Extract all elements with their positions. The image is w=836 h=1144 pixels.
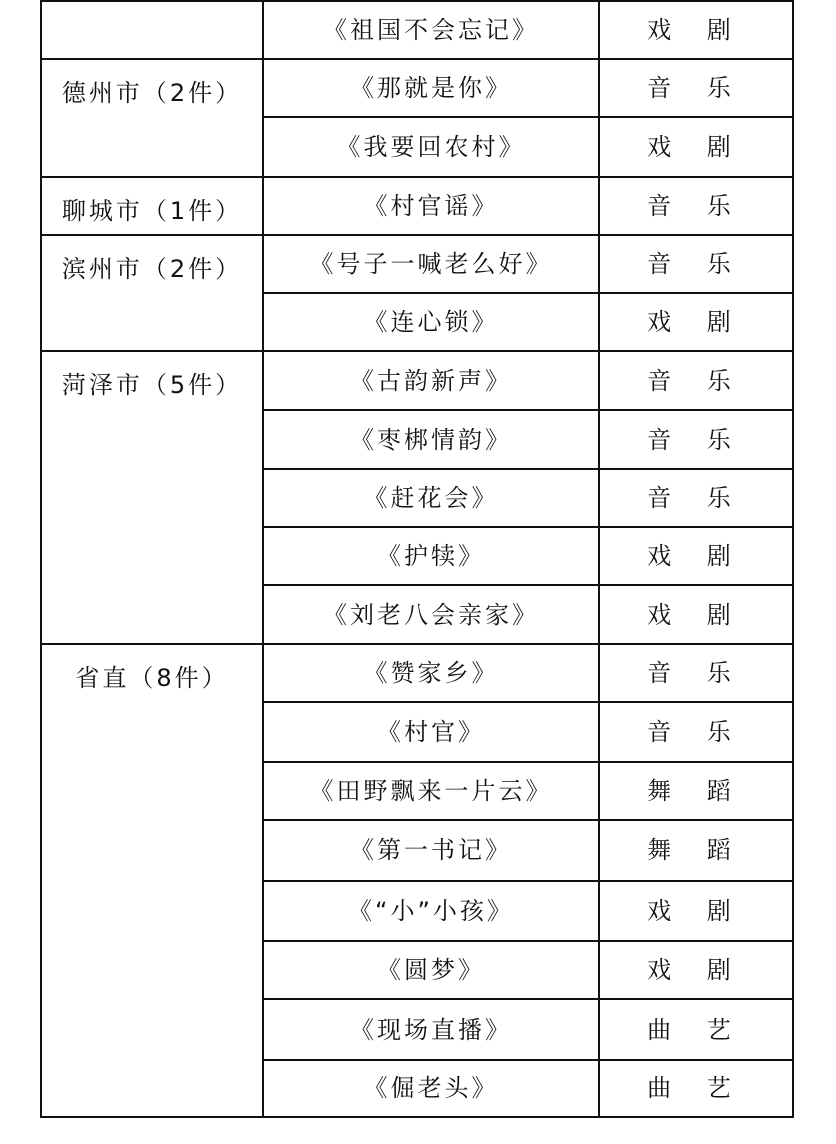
work-title-cell: 《赶花会》 xyxy=(263,469,599,527)
work-type-cell: 音 乐 xyxy=(599,644,793,702)
work-type-cell: 戏 剧 xyxy=(599,1,793,59)
work-title-cell: 《倔老头》 xyxy=(263,1060,599,1117)
work-type-cell: 舞 蹈 xyxy=(599,762,793,820)
work-type-cell: 戏 剧 xyxy=(599,117,793,176)
work-title-cell: 《护犊》 xyxy=(263,527,599,585)
work-type-cell: 音 乐 xyxy=(599,177,793,235)
table-row xyxy=(41,1,793,59)
work-type-cell: 音 乐 xyxy=(599,351,793,410)
city-cell xyxy=(41,1,263,59)
work-title-cell: 《古韵新声》 xyxy=(263,351,599,410)
work-type-cell: 音 乐 xyxy=(599,410,793,468)
work-type-cell: 曲 艺 xyxy=(599,1060,793,1117)
city-cell: 德州市（2件） xyxy=(41,59,263,176)
work-title-cell: 《村官》 xyxy=(263,702,599,761)
work-title-cell: 《我要回农村》 xyxy=(263,117,599,176)
city-cell: 滨州市（2件） xyxy=(41,235,263,351)
city-cell: 菏泽市（5件） xyxy=(41,351,263,644)
work-type-cell: 戏 剧 xyxy=(599,585,793,644)
work-type-cell: 音 乐 xyxy=(599,59,793,117)
work-title-cell: 《村官谣》 xyxy=(263,177,599,235)
work-title-cell: 《那就是你》 xyxy=(263,59,599,117)
work-title-cell: 《枣梆情韵》 xyxy=(263,410,599,468)
work-title-cell: 《刘老八会亲家》 xyxy=(263,585,599,644)
work-type-cell: 戏 剧 xyxy=(599,881,793,941)
table-row xyxy=(41,59,793,117)
work-title-cell: 《祖国不会忘记》 xyxy=(263,1,599,59)
work-type-cell: 曲 艺 xyxy=(599,999,793,1059)
work-type-cell: 音 乐 xyxy=(599,702,793,761)
table-row xyxy=(41,644,793,702)
work-type-cell: 戏 剧 xyxy=(599,941,793,999)
work-type-cell: 戏 剧 xyxy=(599,293,793,351)
work-title-cell: 《第一书记》 xyxy=(263,820,599,881)
work-title-cell: 《连心锁》 xyxy=(263,293,599,351)
table-row xyxy=(41,351,793,410)
works-table-body xyxy=(41,1,793,1117)
work-type-cell: 舞 蹈 xyxy=(599,820,793,881)
work-title-cell: 《现场直播》 xyxy=(263,999,599,1059)
works-table xyxy=(40,0,794,1118)
work-title-cell: 《圆梦》 xyxy=(263,941,599,999)
work-type-cell: 音 乐 xyxy=(599,469,793,527)
city-cell: 聊城市（1件） xyxy=(41,177,263,235)
city-cell: 省直（8件） xyxy=(41,644,263,1117)
table-row xyxy=(41,235,793,293)
work-title-cell: 《田野飘来一片云》 xyxy=(263,762,599,820)
work-type-cell: 音 乐 xyxy=(599,235,793,293)
work-title-cell: 《号子一喊老么好》 xyxy=(263,235,599,293)
work-title-cell: 《“小”小孩》 xyxy=(263,881,599,941)
work-type-cell: 戏 剧 xyxy=(599,527,793,585)
table-row xyxy=(41,177,793,235)
work-title-cell: 《赞家乡》 xyxy=(263,644,599,702)
